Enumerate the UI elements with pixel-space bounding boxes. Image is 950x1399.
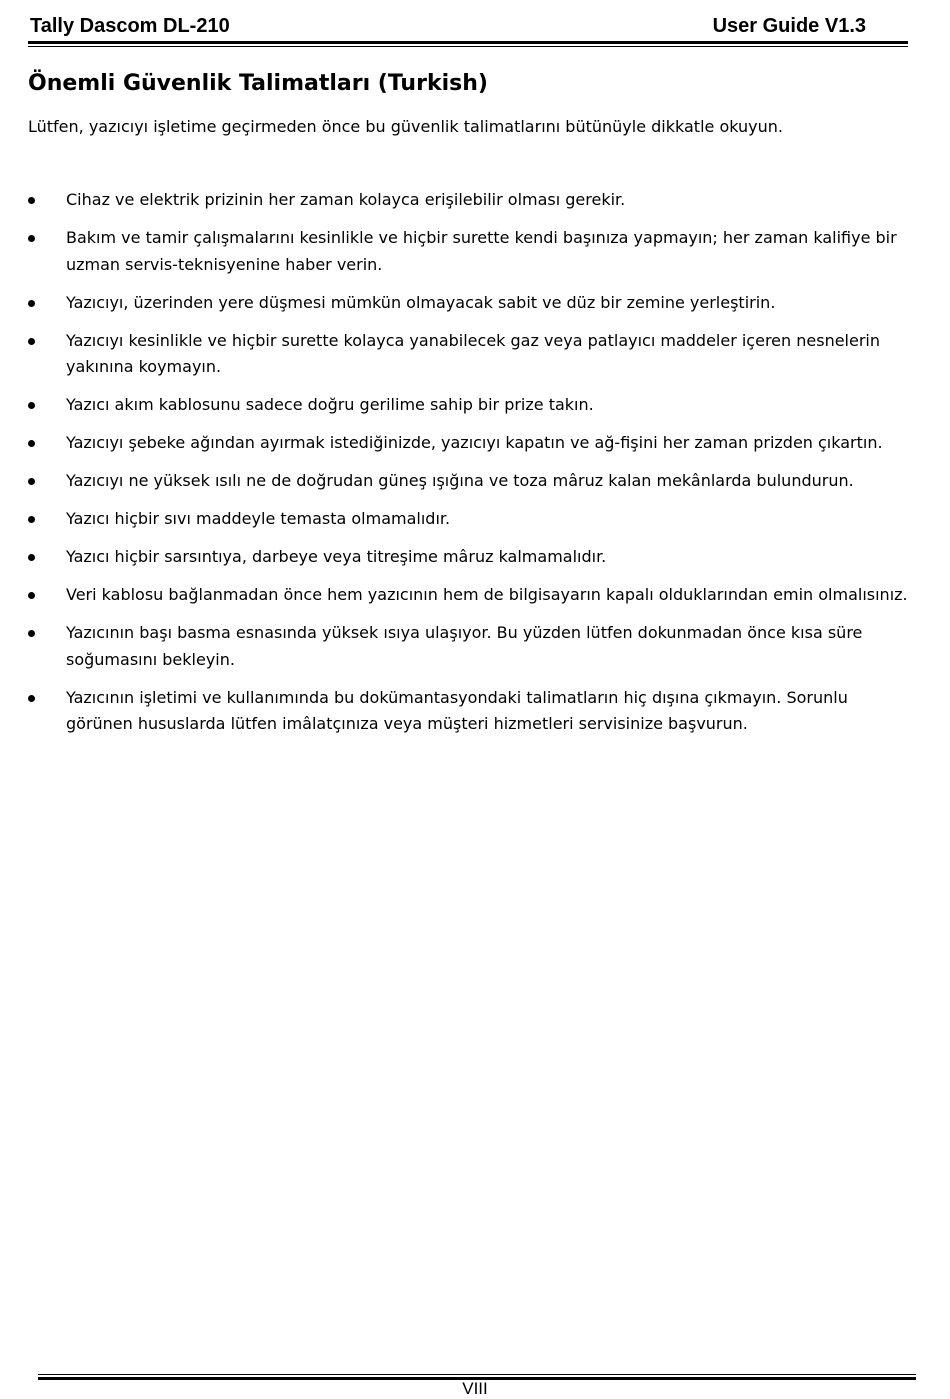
list-item-text: Yazıcıyı kesinlikle ve hiçbir surette kolayca yanabilecek gaz veya patlayıcı maddeler içeren nesnelerin yakınına koymayın. (66, 330, 880, 376)
header-divider-thick (28, 41, 908, 44)
list-item (28, 685, 916, 738)
list-item-text: Yazıcıyı ne yüksek ısılı ne de doğrudan güneş ışığına ve toza mâruz kalan mekânlarda bulundurun. (66, 471, 854, 490)
page-number: VIII (462, 1379, 488, 1398)
list-item (28, 187, 916, 214)
safety-instructions-list (28, 187, 916, 749)
bullet-icon (28, 695, 35, 702)
list-item (28, 544, 916, 571)
bullet-icon (28, 630, 35, 637)
list-item-text: Yazıcının işletimi ve kullanımında bu dokümantasyondaki talimatların hiç dışına çıkmayın. Sorunlu görünen hususlarda lütfen imâlatçınıza veya müşteri hizmetleri servisinize başvurun. (66, 687, 848, 733)
footer-divider-thin (38, 1374, 916, 1375)
list-item (28, 392, 916, 419)
bullet-icon (28, 402, 35, 409)
list-item-text: Yazıcının başı basma esnasında yüksek ısıya ulaşıyor. Bu yüzden lütfen dokunmadan önce kısa süre soğumasını bekleyin. (66, 623, 863, 669)
list-item (28, 328, 916, 381)
list-item-text: Yazıcı hiçbir sıvı maddeyle temasta olmamalıdır. (66, 509, 451, 528)
list-item-text: Cihaz ve elektrik prizinin her zaman kolayca erişilebilir olması gerekir. (66, 190, 626, 209)
list-item-text: Yazıcıyı, üzerinden yere düşmesi mümkün olmayacak sabit ve düz bir zemine yerleştirin. (66, 292, 776, 312)
header-guide-version: User Guide V1.3 (712, 15, 866, 37)
bullet-icon (28, 516, 35, 523)
page-title: Önemli Güvenlik Talimatları (Turkish) (28, 71, 488, 96)
header-divider-thin (28, 46, 908, 47)
list-item-text: Yazıcı akım kablosunu sadece doğru gerilime sahip bir prize takın. (66, 395, 594, 414)
bullet-icon (28, 478, 35, 485)
list-item-text: Veri kablosu bağlanmadan önce hem yazıcının hem de bilgisayarın kapalı olduklarından emin olmalısınız. (66, 585, 908, 604)
bullet-icon (28, 197, 35, 204)
bullet-icon (28, 235, 35, 242)
header-product-name: Tally Dascom DL-210 (30, 15, 230, 37)
list-item-text: Bakım ve tamir çalışmalarını kesinlikle ve hiçbir surette kendi başınıza yapmayın; her zaman kalifiye bir uzman servis-teknisyenine haber verin. (66, 228, 897, 274)
bullet-icon (28, 554, 35, 561)
list-item-text: Yazıcıyı şebeke ağından ayırmak istediğinizde, yazıcıyı kapatın ve ağ-fişini her zaman prizden çıkartın. (66, 433, 883, 452)
list-item (28, 225, 916, 278)
list-item (28, 506, 916, 533)
page-header (30, 12, 866, 40)
list-item-text: Yazıcı hiçbir sarsıntıya, darbeye veya titreşime mâruz kalmamalıdır. (66, 547, 607, 566)
bullet-icon (28, 338, 35, 345)
intro-paragraph: Lütfen, yazıcıyı işletime geçirmeden önce bu güvenlik talimatlarını bütünüyle dikkatle okuyun. (28, 117, 783, 136)
bullet-icon (28, 592, 35, 599)
list-item (28, 290, 916, 317)
bullet-icon (28, 440, 35, 447)
list-item (28, 582, 916, 609)
list-item (28, 430, 916, 457)
bullet-icon (28, 300, 35, 307)
list-item (28, 468, 916, 495)
list-item (28, 620, 916, 673)
